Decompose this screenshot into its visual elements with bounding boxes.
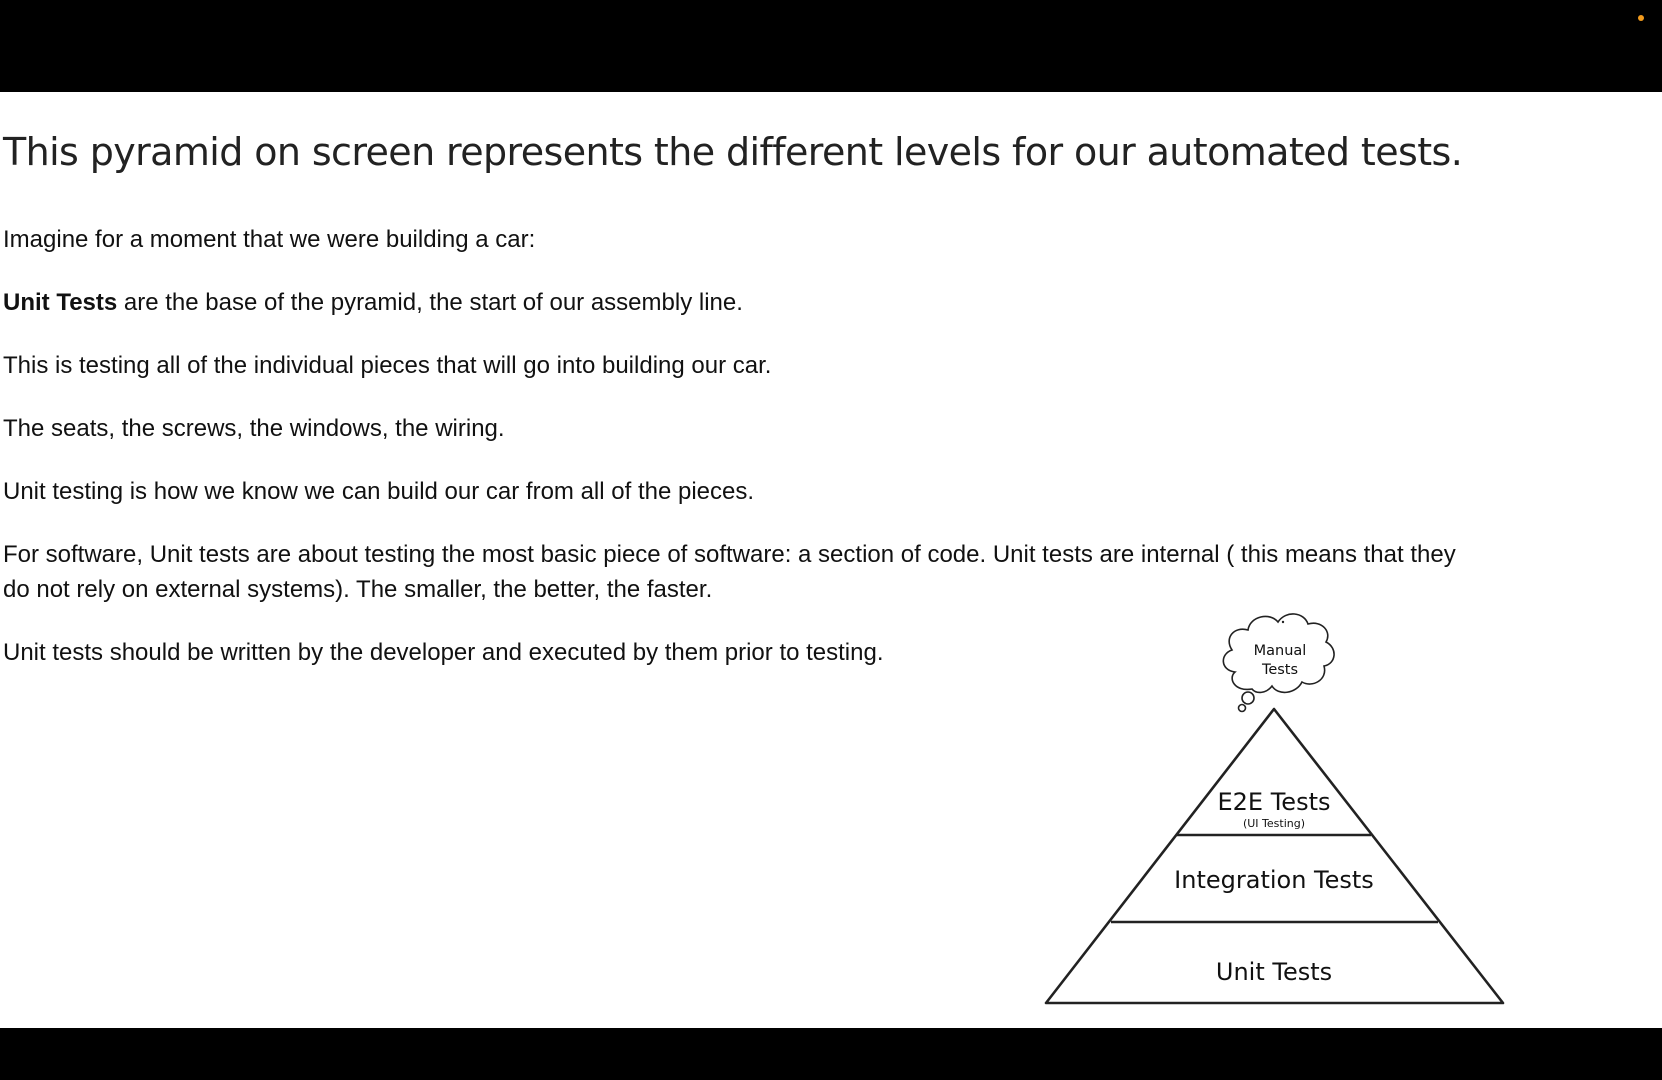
paragraph-developer-responsibility: Unit tests should be written by the developer and executed by them prior to testing.: [3, 639, 884, 666]
pyramid-level-e2e-label: E2E Tests: [1217, 788, 1331, 816]
slide-title: This pyramid on screen represents the different levels for our automated tests.: [3, 130, 1463, 174]
top-letterbox-bar: [0, 0, 1662, 92]
paragraph-individual-pieces: This is testing all of the individual pieces that will go into building our car.: [3, 352, 772, 379]
bottom-letterbox-bar: [0, 1028, 1662, 1080]
recording-indicator-dot: [1638, 15, 1644, 21]
paragraph-unit-tests-base: [3, 285, 1483, 320]
paragraph-unit-testing-purpose: Unit testing is how we know we can build our car from all of the pieces.: [3, 478, 755, 505]
pyramid-level-integration-label: Integration Tests: [1174, 866, 1374, 894]
cloud-label-line1: Manual: [1253, 643, 1307, 659]
test-pyramid-diagram: [1020, 582, 1520, 1012]
paragraph-software-unit-tests: For software, Unit tests are about testing the most basic piece of software: a section of code. Unit tests are internal ( this means that they do not rely on external systems). The smaller, the better, the faster.: [3, 541, 1456, 603]
paragraph-car-parts: The seats, the screws, the windows, the wiring.: [3, 415, 505, 442]
cloud-label-line2: Tests: [1261, 662, 1299, 678]
unit-tests-base-text: are the base of the pyramid, the start of our assembly line.: [117, 289, 743, 316]
paragraph-intro: Imagine for a moment that we were building a car:: [3, 226, 536, 253]
slide: [0, 92, 1662, 1028]
unit-tests-bold-term: Unit Tests: [3, 289, 118, 316]
pyramid-level-unit-label: Unit Tests: [1215, 958, 1333, 986]
pyramid-level-e2e-sublabel: (UI Testing): [1242, 817, 1306, 830]
